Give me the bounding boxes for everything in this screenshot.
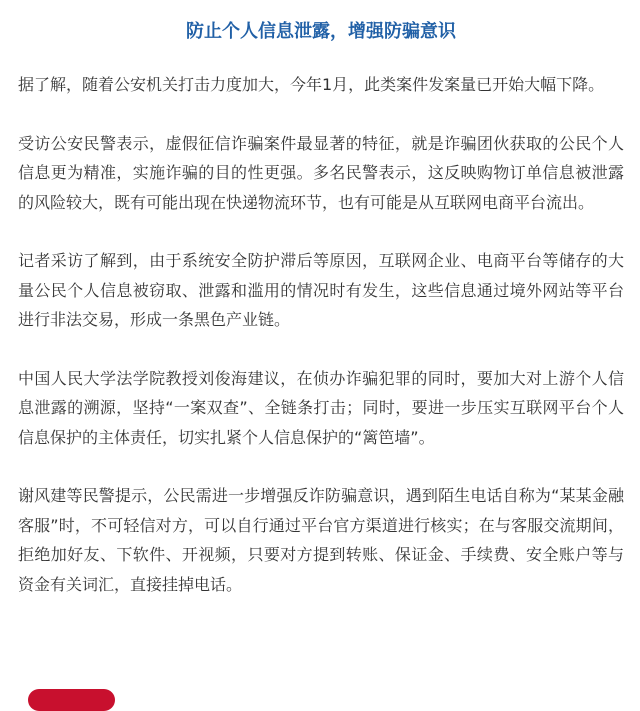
partial-red-button[interactable] [28,689,115,711]
article-paragraph-5: 谢风建等民警提示，公民需进一步增强反诈防骗意识，遇到陌生电话自称为“某某金融客服”时，不可轻信对方，可以自行通过平台官方渠道进行核实；在与客服交流期间，拒绝加好友、下软件、开视频，只要对方提到转账、保证金、手续费、安全账户等与资金有关词汇，直接挂掉电话。 [18,486,624,594]
article-paragraph-3: 记者采访了解到，由于系统安全防护滞后等原因，互联网企业、电商平台等储存的大量公民个人信息被窃取、泄露和滥用的情况时有发生，这些信息通过境外网站等平台进行非法交易，形成一条黑色产业链。 [18,251,624,329]
article [18,16,624,599]
article-title: 防止个人信息泄露，增强防骗意识 [186,21,456,42]
article-paragraph-1: 据了解，随着公安机关打击力度加大，今年1月，此类案件发案量已开始大幅下降。 [18,75,605,94]
article-paragraph-4: 中国人民大学法学院教授刘俊海建议，在侦办诈骗犯罪的同时，要加大对上游个人信息泄露的溯源，坚持“一案双查”、全链条打击；同时，要进一步压实互联网平台个人信息保护的主体责任，切实扎紧个人信息保护的“篱笆墙”。 [18,368,624,447]
article-paragraph-2: 受访公安民警表示，虚假征信诈骗案件最显著的特征，就是诈骗团伙获取的公民个人信息更为精准，实施诈骗的目的性更强。多名民警表示，这反映购物订单信息被泄露的风险较大，既有可能出现在快递物流环节，也有可能是从互联网电商平台流出。 [18,133,624,212]
